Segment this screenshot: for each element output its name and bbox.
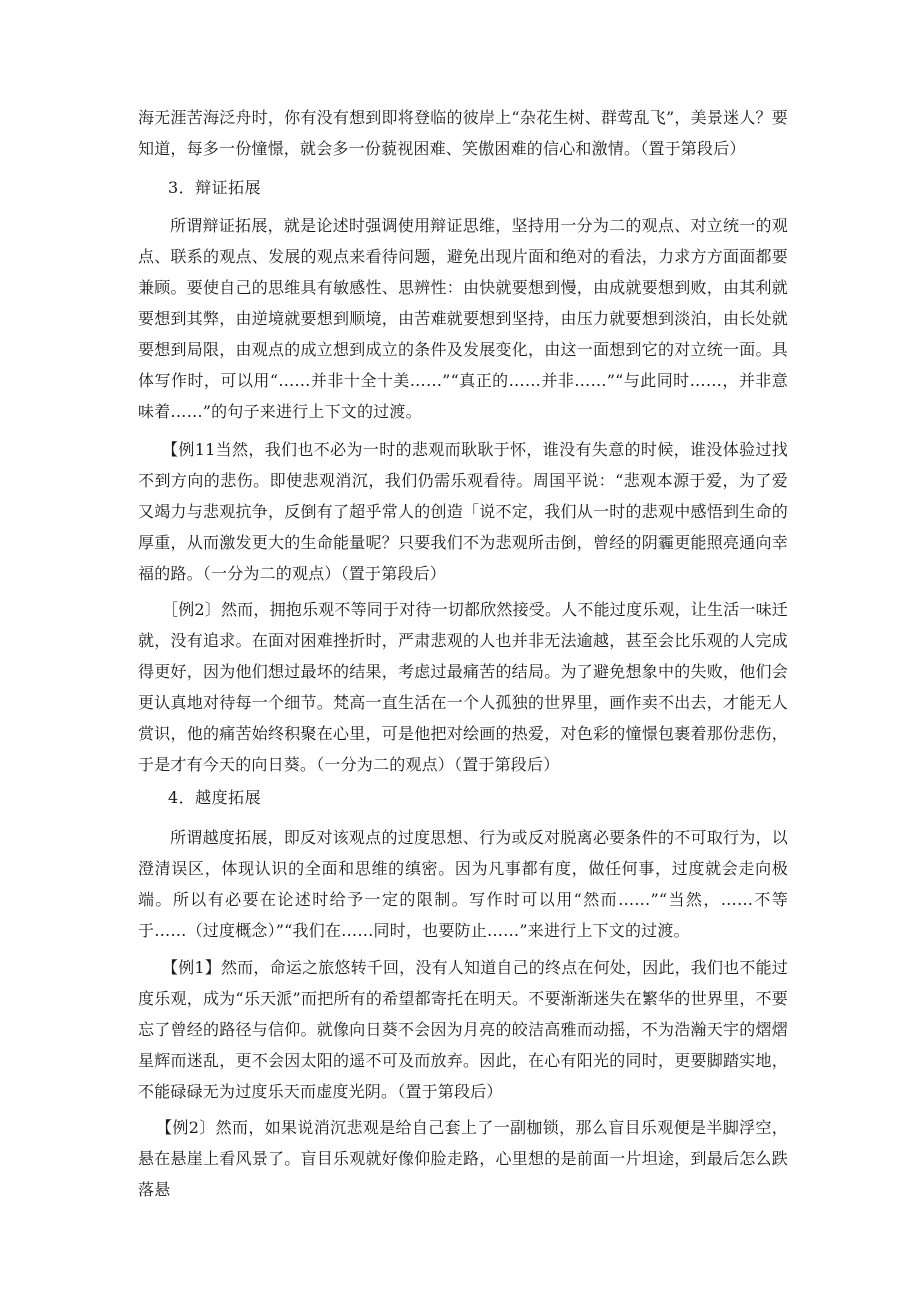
paragraph-dialectical-body: 所谓辩证拓展，就是论述时强调使用辩证思维，坚持用一分为二的观点、对立统一的观点、联系的观点、发展的观点来看待问题，避免出现片面和绝对的看法，力求方方面面都要兼顾。要使自己的思维具有敏感性、思辨性：由快就要想到慢，由成就要想到败，由其利就要想到其弊，由逆境就要想到顺境，由苦难就要想到坚持，由压力就要想到淡泊，由长处就要想到局限，由观点的成立想到成立的条件及发展变化，由这一面想到它的对立统一面。具体写作时，可以用“……并非十全十美……”“真正的……并非……”“与此同时……，并非意味着……”的句子来进行上下文的过渡。 xyxy=(138,216,788,421)
paragraph-dialectical-example-2: ［例2〕然而，拥抱乐观不等同于对待一切都欣然接受。人不能过度乐观，让生活一味迁就，没有追求。在面对困难挫折时，严肃悲观的人也并非无法逾越，甚至会比乐观的人完成得更好，因为他们想过最坏的结果，考虑过最痛苦的结局。为了避免想象中的失败，他们会更认真地对待每一个细节。梵高一直生活在一个人孤独的世界里，画作卖不出去，才能无人赏识，他的痛苦始终积聚在心里，可是他把对绘画的热爱，对色彩的憧憬包裹着那份悲伤，于是才有今天的向日葵。（一分为二的观点）（置于第段后） xyxy=(138,600,788,774)
paragraph-intro: 海无涯苦海泛舟时，你有没有想到即将登临的彼岸上“杂花生树、群莺乱飞”，美景迷人？要知道，每多一份憧憬，就会多一份藐视困难、笑傲困难的信心和激情。（置于第段后） xyxy=(138,108,788,158)
section-heading-3: 3．辩证拓展 xyxy=(168,178,262,197)
paragraph-excess-body: 所谓越度拓展，即反对该观点的过度思想、行为或反对脱离必要条件的不可取行为，以澄清误区，体现认识的全面和思维的缜密。因为凡事都有度，做任何事，过度就会走向极端。所以有必要在论述时给予一定的限制。写作时可以用“然而……”“当然，……不等于……（过度概念）”“我们在……同时，也要防止……”来进行上下文的过渡。 xyxy=(138,828,788,940)
section-heading-4: 4．越度拓展 xyxy=(168,788,262,807)
paragraph-excess-example-2: 【例2〕然而，如果说消沉悲观是给自己套上了一副枷锁，那么盲目乐观便是半脚浮空，悬在悬崖上看风景了。盲目乐观就好像仰脸走路，心里想的是前面一片坦途，到最后怎么跌落悬 xyxy=(138,1118,788,1199)
paragraph-excess-example-1: 【例1】然而，命运之旅悠转千回，没有人知道自己的终点在何处，因此，我们也不能过度乐观，成为“乐天派”而把所有的希望都寄托在明天。不要渐渐迷失在繁华的世界里，不要忘了曾经的路径与信仰。就像向日葵不会因为月亮的皎洁高雅而动摇，不为浩瀚天宇的熠熠星辉而迷乱，更不会因太阳的遥不可及而放弃。因此，在心有阳光的同时，更要脚踏实地，不能碌碌无为过度乐天而虚度光阴。（置于第段后） xyxy=(138,958,788,1101)
paragraph-dialectical-example-1: 【例11当然，我们也不必为一时的悲观而耿耿于怀，谁没有失意的时候，谁没体验过找不到方向的悲伤。即使悲观消沉，我们仍需乐观看待。周国平说：“悲观本源于爱，为了爱又竭力与悲观抗争，反倒有了超乎常人的创造「说不定，我们从一时的悲观中感悟到生命的厚重，从而激发更大的生命能量呢？只要我们不为悲观所击倒，曾经的阴霾更能照亮通向幸福的路。（一分为二的观点）（置于第段后） xyxy=(138,440,788,583)
